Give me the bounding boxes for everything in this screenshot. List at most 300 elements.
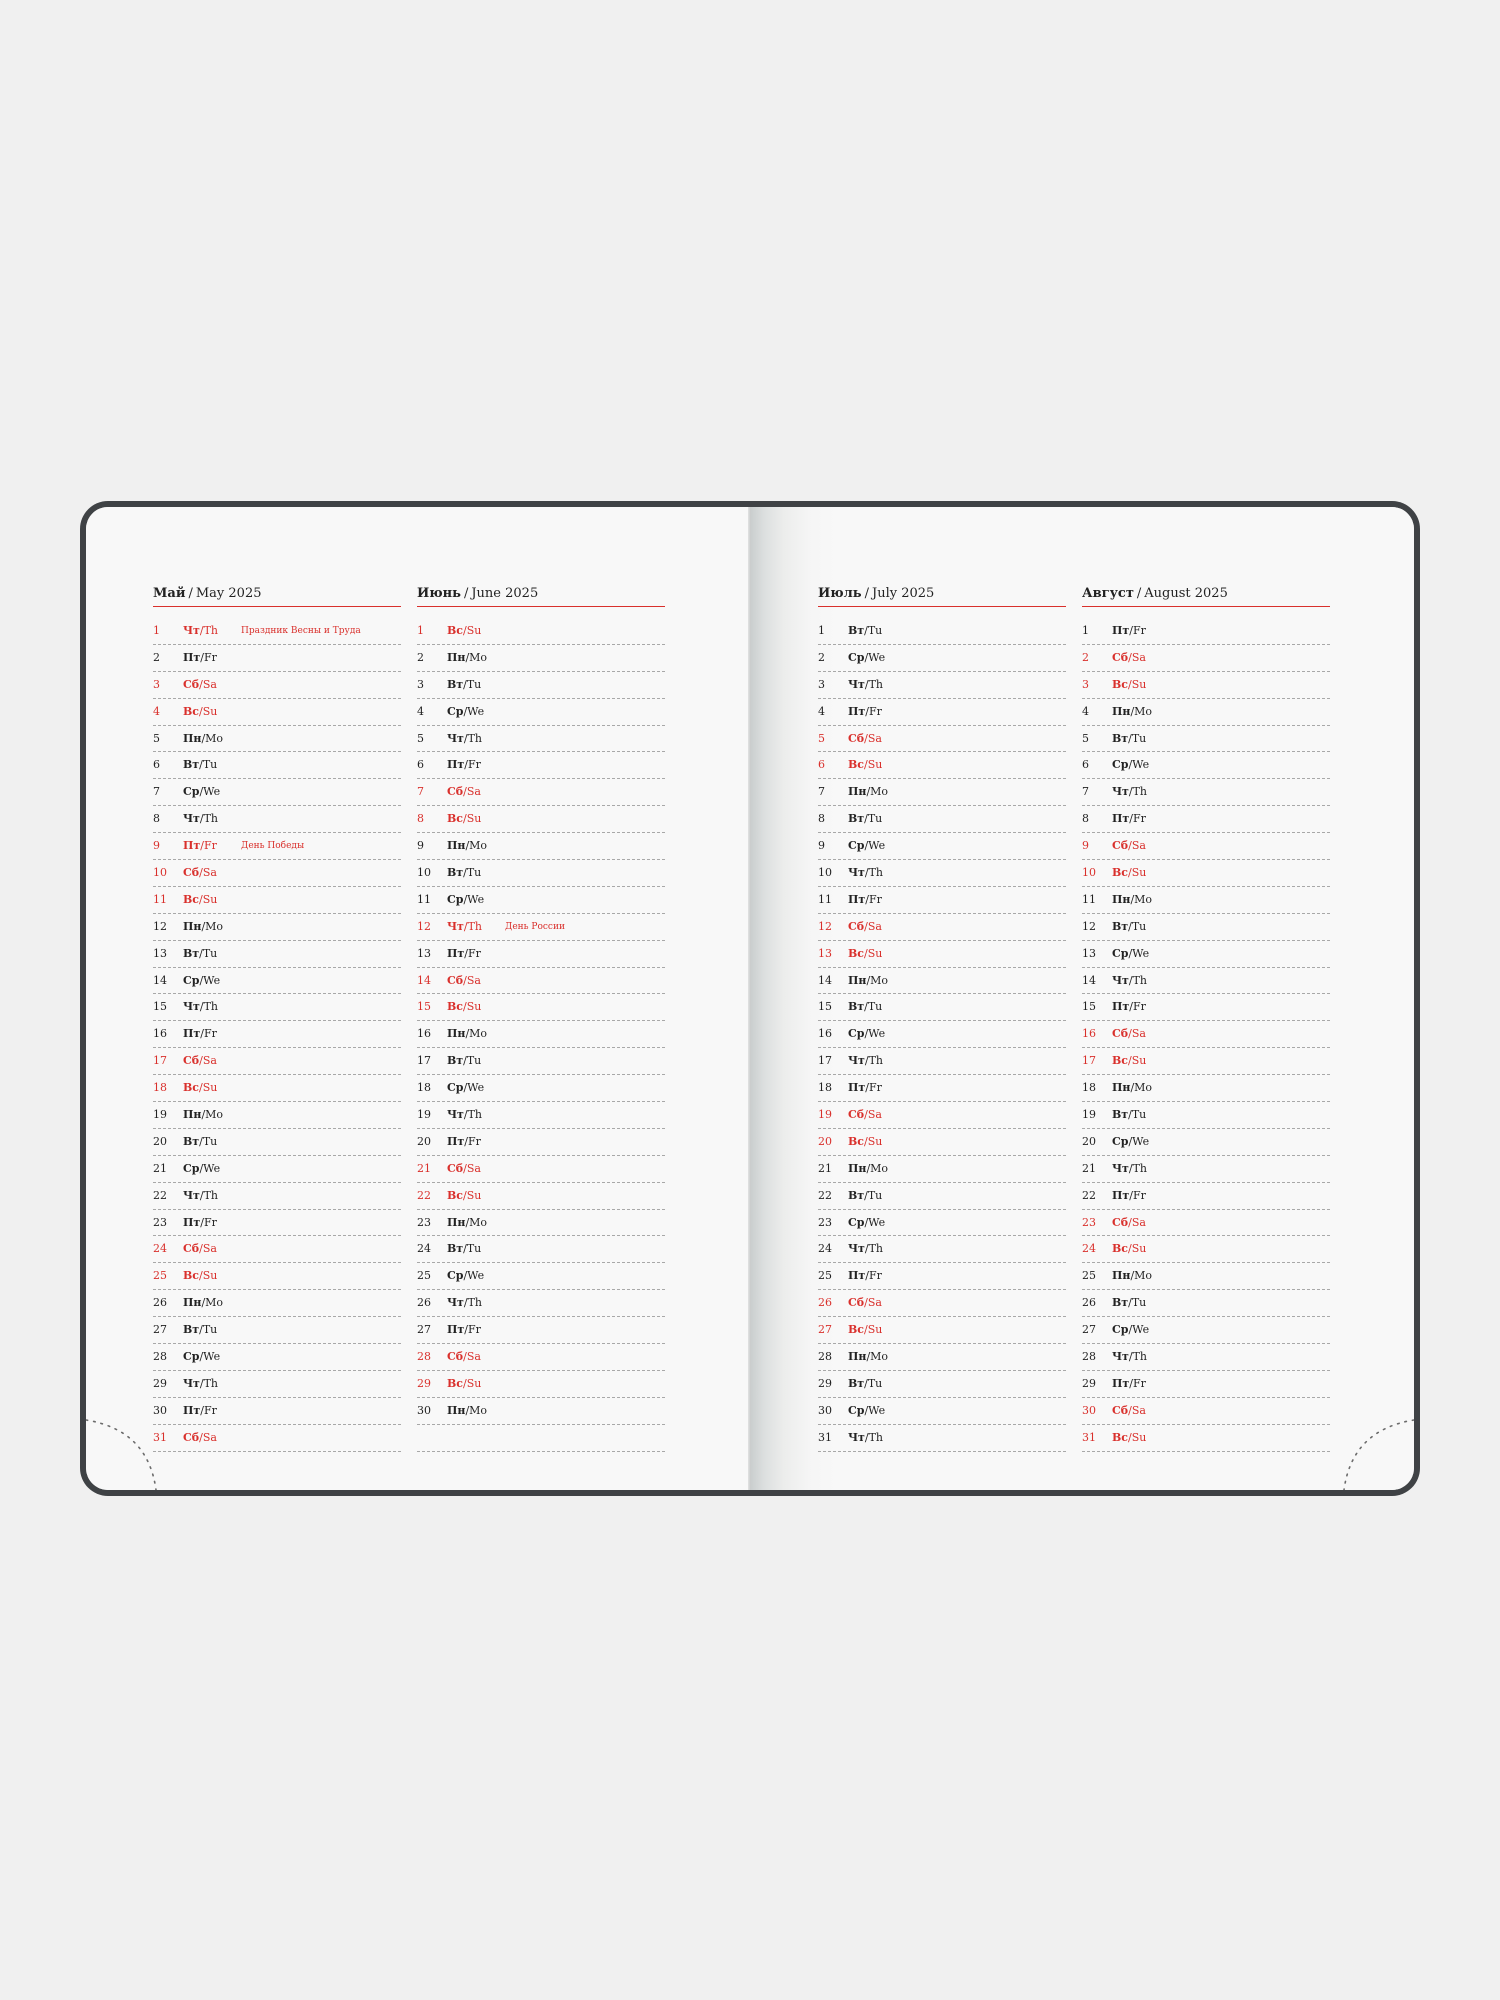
- weekday-ru: Вс: [447, 1188, 463, 1202]
- weekday-ru: Вс: [1112, 677, 1128, 691]
- day-row: [153, 887, 401, 914]
- weekday: [447, 893, 484, 907]
- holiday-label: День России: [505, 921, 565, 932]
- weekday-separator: /: [199, 758, 203, 772]
- weekday-en: Th: [868, 1242, 884, 1256]
- day-number: 12: [153, 919, 167, 933]
- day-number: 18: [153, 1081, 167, 1095]
- weekday-separator: /: [463, 624, 467, 637]
- month-name-separator: /: [463, 586, 469, 601]
- weekday-en: Su: [867, 1323, 883, 1337]
- day-number: 16: [818, 1027, 832, 1041]
- weekday-en: Sa: [867, 919, 882, 933]
- day-number: 2: [417, 650, 424, 664]
- weekday-en: Tu: [867, 1188, 883, 1202]
- weekday-separator: /: [1128, 1161, 1133, 1175]
- weekday-en: Mo: [469, 1027, 488, 1041]
- weekday-en: Fr: [1132, 624, 1146, 637]
- day-number: 29: [1082, 1376, 1096, 1390]
- weekday-separator: /: [1129, 1188, 1133, 1202]
- weekday-en: Th: [1132, 1161, 1148, 1175]
- day-number: 17: [153, 1054, 167, 1068]
- month-may: [153, 586, 401, 1452]
- weekday: [848, 758, 882, 772]
- weekday-en: Sa: [867, 731, 882, 745]
- day-number: 29: [417, 1376, 431, 1390]
- weekday-en: Fr: [203, 1027, 217, 1041]
- weekday: [1112, 1323, 1149, 1337]
- month-header: [818, 586, 1066, 607]
- weekday-separator: /: [1128, 946, 1133, 960]
- holiday-label: День Победы: [241, 841, 305, 852]
- day-row: [153, 1290, 401, 1317]
- weekday: [447, 1189, 481, 1203]
- weekday: [183, 893, 217, 907]
- day-row: [1082, 779, 1330, 806]
- weekday-en: Th: [203, 624, 219, 637]
- weekday-ru: Чт: [183, 624, 200, 637]
- weekday-separator: /: [864, 812, 868, 826]
- weekday-ru: Пн: [183, 1296, 202, 1310]
- weekday-ru: Вт: [183, 758, 200, 772]
- weekday-ru: Вс: [848, 946, 864, 960]
- weekday: [1112, 624, 1146, 638]
- day-number: 23: [153, 1215, 167, 1229]
- weekday: [183, 624, 218, 638]
- weekday-en: Th: [467, 731, 483, 745]
- day-number: 15: [153, 1000, 167, 1014]
- weekday: [183, 758, 217, 772]
- day-number: 30: [818, 1403, 832, 1417]
- day-row: [153, 618, 401, 645]
- weekday-en: Fr: [1132, 1000, 1146, 1014]
- weekday: [447, 920, 482, 934]
- weekday-separator: /: [864, 1000, 868, 1014]
- day-row: [153, 994, 401, 1021]
- weekday-en: Mo: [1134, 704, 1153, 718]
- weekday-separator: /: [1128, 973, 1133, 987]
- weekday: [447, 1269, 484, 1283]
- day-row: [153, 779, 401, 806]
- weekday-ru: Ср: [447, 892, 464, 906]
- weekday: [848, 974, 888, 988]
- weekday-ru: Сб: [1112, 1403, 1129, 1417]
- weekday-separator: /: [864, 946, 868, 960]
- weekday: [183, 785, 220, 799]
- weekday-separator: /: [463, 919, 468, 933]
- weekday-ru: Чт: [447, 1108, 464, 1122]
- day-number: 19: [1082, 1108, 1096, 1122]
- weekday-separator: /: [865, 892, 869, 906]
- weekday-separator: /: [864, 1027, 869, 1041]
- weekday-en: Sa: [466, 1161, 481, 1175]
- weekday-ru: Ср: [1112, 1134, 1129, 1148]
- weekday-ru: Вт: [848, 624, 865, 637]
- day-number: 5: [153, 731, 160, 745]
- day-row: [1082, 1425, 1330, 1452]
- weekday: [447, 732, 482, 746]
- weekday-ru: Чт: [183, 1000, 200, 1014]
- day-row: [153, 1263, 401, 1290]
- weekday: [447, 1296, 482, 1310]
- weekday-en: Th: [467, 1108, 483, 1122]
- day-number: 22: [417, 1188, 431, 1202]
- weekday-separator: /: [866, 973, 871, 987]
- day-row: [417, 1102, 665, 1129]
- weekday-ru: Ср: [183, 1350, 200, 1364]
- weekday-en: Tu: [202, 946, 218, 960]
- weekday-separator: /: [199, 946, 203, 960]
- day-number: 30: [153, 1403, 167, 1417]
- weekday-separator: /: [464, 758, 468, 772]
- day-row: [818, 1344, 1066, 1371]
- day-number: 6: [1082, 758, 1089, 772]
- weekday-ru: Пт: [848, 1081, 866, 1095]
- day-number: 21: [818, 1161, 832, 1175]
- day-number: 6: [818, 758, 825, 772]
- day-number: 11: [417, 892, 431, 906]
- weekday-ru: Вс: [1112, 866, 1128, 880]
- weekday: [183, 1216, 217, 1230]
- day-number: 22: [818, 1188, 832, 1202]
- weekday-separator: /: [1130, 892, 1135, 906]
- weekday-en: We: [1132, 1134, 1150, 1148]
- weekday-separator: /: [199, 1269, 203, 1283]
- weekday: [1112, 1377, 1146, 1391]
- day-list: [153, 618, 401, 1452]
- weekday-separator: /: [199, 973, 204, 987]
- weekday-separator: /: [199, 1134, 203, 1148]
- weekday-separator: /: [465, 1215, 470, 1229]
- weekday-en: Tu: [1131, 731, 1147, 745]
- empty-day-row: [417, 1425, 665, 1452]
- weekday-separator: /: [1129, 1376, 1133, 1390]
- weekday-en: Su: [202, 1269, 218, 1283]
- weekday-en: Su: [466, 1376, 482, 1390]
- weekday: [183, 839, 217, 853]
- weekday: [848, 1296, 882, 1310]
- weekday-en: Tu: [202, 758, 218, 772]
- weekday-ru: Сб: [1112, 1215, 1129, 1229]
- day-number: 19: [818, 1108, 832, 1122]
- day-row: [818, 1398, 1066, 1425]
- day-number: 31: [818, 1430, 832, 1444]
- weekday: [447, 678, 481, 692]
- weekday-separator: /: [864, 624, 868, 637]
- weekday-ru: Чт: [1112, 973, 1129, 987]
- weekday-en: Tu: [466, 1054, 482, 1068]
- day-row: [417, 806, 665, 833]
- weekday-separator: /: [463, 866, 467, 880]
- weekday: [183, 1404, 217, 1418]
- day-number: 8: [818, 812, 825, 826]
- weekday: [848, 812, 882, 826]
- day-number: 8: [417, 812, 424, 826]
- weekday-en: Sa: [867, 1296, 882, 1310]
- weekday-separator: /: [201, 1108, 206, 1122]
- weekday-separator: /: [199, 1081, 203, 1095]
- weekday-ru: Пн: [1112, 704, 1131, 718]
- day-number: 20: [1082, 1134, 1096, 1148]
- weekday: [1112, 705, 1152, 719]
- weekday-en: Fr: [467, 946, 481, 960]
- day-row: [417, 1236, 665, 1263]
- day-row: [818, 994, 1066, 1021]
- day-row: [1082, 726, 1330, 753]
- weekday: [183, 1000, 218, 1014]
- weekday-separator: /: [463, 1161, 467, 1175]
- day-row: [417, 1075, 665, 1102]
- day-row: [153, 941, 401, 968]
- day-number: 29: [818, 1376, 832, 1390]
- day-number: 18: [417, 1081, 431, 1095]
- weekday-en: Sa: [1131, 1027, 1146, 1041]
- weekday-ru: Сб: [447, 785, 464, 799]
- weekday-separator: /: [199, 812, 204, 826]
- weekday-en: We: [467, 1081, 485, 1095]
- weekday-separator: /: [1128, 919, 1132, 933]
- weekday: [1112, 1000, 1146, 1014]
- weekday-en: Sa: [202, 1054, 217, 1068]
- weekday-en: Sa: [202, 866, 217, 880]
- weekday-ru: Чт: [183, 812, 200, 826]
- weekday-separator: /: [463, 1376, 467, 1390]
- day-number: 4: [417, 704, 424, 718]
- weekday: [183, 732, 223, 746]
- weekday-separator: /: [199, 892, 203, 906]
- weekday-separator: /: [463, 1350, 467, 1364]
- weekday-ru: Вт: [447, 1242, 464, 1256]
- day-row: [153, 1156, 401, 1183]
- day-list: [417, 618, 665, 1452]
- day-row: [818, 726, 1066, 753]
- weekday-ru: Пн: [183, 919, 202, 933]
- weekday-separator: /: [866, 1350, 871, 1364]
- day-number: 30: [1082, 1403, 1096, 1417]
- weekday-en: Sa: [466, 973, 481, 987]
- weekday-ru: Пт: [447, 758, 465, 772]
- day-row: [818, 1075, 1066, 1102]
- day-row: [153, 1317, 401, 1344]
- weekday-en: Th: [1132, 973, 1148, 987]
- weekday-separator: /: [1128, 1108, 1132, 1122]
- weekday: [848, 678, 883, 692]
- day-row: [818, 860, 1066, 887]
- weekday-en: We: [868, 650, 886, 664]
- weekday-separator: /: [199, 1054, 203, 1068]
- weekday-en: Mo: [870, 1350, 889, 1364]
- weekday-separator: /: [864, 1376, 868, 1390]
- month-june: [417, 586, 665, 1452]
- weekday-separator: /: [463, 785, 467, 799]
- day-number: 16: [417, 1027, 431, 1041]
- day-row: [818, 1371, 1066, 1398]
- weekday-separator: /: [463, 812, 467, 826]
- day-row: [417, 1210, 665, 1237]
- weekday-en: Th: [868, 866, 884, 880]
- day-number: 10: [153, 866, 167, 880]
- month-name-en: August 2025: [1144, 586, 1228, 601]
- weekday-en: Tu: [1131, 1108, 1147, 1122]
- weekday-en: Sa: [202, 677, 217, 691]
- day-row: [153, 1371, 401, 1398]
- weekday-ru: Пн: [447, 1215, 466, 1229]
- planner-pages: [86, 507, 1414, 1490]
- day-number: 12: [417, 919, 431, 933]
- day-row: [153, 806, 401, 833]
- weekday-ru: Ср: [1112, 946, 1129, 960]
- day-row: [818, 1425, 1066, 1452]
- day-row: [153, 1129, 401, 1156]
- weekday-ru: Сб: [1112, 650, 1129, 664]
- weekday-separator: /: [463, 1081, 468, 1095]
- weekday-separator: /: [465, 1403, 470, 1417]
- month-name-en: July 2025: [872, 586, 935, 601]
- weekday-separator: /: [864, 1430, 869, 1444]
- weekday-separator: /: [463, 677, 467, 691]
- weekday-ru: Вт: [447, 677, 464, 691]
- weekday-en: Su: [1131, 1242, 1147, 1256]
- day-list: [1082, 618, 1330, 1452]
- weekday: [848, 1377, 882, 1391]
- day-row: [1082, 1398, 1330, 1425]
- day-number: 16: [153, 1027, 167, 1041]
- weekday-en: Fr: [1132, 812, 1146, 826]
- weekday-separator: /: [200, 839, 204, 853]
- weekday-separator: /: [1128, 1430, 1132, 1444]
- weekday-ru: Сб: [1112, 1027, 1129, 1041]
- day-row: [417, 1398, 665, 1425]
- weekday-separator: /: [866, 785, 871, 799]
- day-row: [1082, 1210, 1330, 1237]
- weekday-en: Th: [868, 1430, 884, 1444]
- day-number: 23: [818, 1215, 832, 1229]
- weekday-en: Mo: [469, 1215, 488, 1229]
- day-row: [153, 860, 401, 887]
- weekday-en: Tu: [202, 1134, 218, 1148]
- weekday-separator: /: [865, 1269, 869, 1283]
- weekday-separator: /: [864, 1054, 869, 1068]
- day-row: [153, 752, 401, 779]
- day-row: [153, 1102, 401, 1129]
- weekday: [848, 732, 882, 746]
- weekday-ru: Пт: [1112, 624, 1130, 637]
- weekday: [447, 1108, 482, 1122]
- weekday: [848, 1081, 882, 1095]
- month-name-separator: /: [188, 586, 193, 601]
- weekday-separator: /: [463, 1108, 468, 1122]
- weekday-en: Fr: [203, 1403, 217, 1417]
- day-row: [818, 1210, 1066, 1237]
- weekday: [1112, 1296, 1146, 1310]
- day-number: 2: [1082, 650, 1089, 664]
- month-name-en: June 2025: [471, 586, 539, 601]
- day-row: [818, 968, 1066, 995]
- weekday: [183, 1296, 223, 1310]
- weekday-en: Tu: [867, 624, 883, 637]
- weekday-ru: Ср: [447, 704, 464, 718]
- weekday-ru: Вс: [1112, 1430, 1128, 1444]
- day-row: [417, 1129, 665, 1156]
- weekday-separator: /: [1130, 704, 1135, 718]
- weekday-ru: Пт: [447, 1134, 465, 1148]
- weekday: [447, 1054, 481, 1068]
- day-number: 7: [417, 785, 424, 799]
- weekday-en: Su: [867, 1134, 883, 1148]
- day-row: [1082, 1236, 1330, 1263]
- weekday: [183, 705, 217, 719]
- day-number: 29: [153, 1376, 167, 1390]
- day-number: 1: [1082, 624, 1089, 637]
- day-number: 5: [417, 731, 424, 745]
- weekday-ru: Сб: [848, 1108, 865, 1122]
- weekday-ru: Чт: [1112, 785, 1129, 799]
- weekday: [183, 1081, 217, 1095]
- weekday-separator: /: [1128, 1323, 1133, 1337]
- weekday-ru: Пн: [1112, 1081, 1131, 1095]
- weekday-en: We: [1132, 946, 1150, 960]
- weekday-ru: Сб: [848, 731, 865, 745]
- weekday-en: Mo: [870, 785, 889, 799]
- weekday-ru: Пт: [848, 1269, 866, 1283]
- day-number: 28: [153, 1350, 167, 1364]
- weekday-separator: /: [201, 919, 206, 933]
- day-row: [417, 618, 665, 645]
- day-row: [1082, 994, 1330, 1021]
- weekday: [1112, 678, 1146, 692]
- weekday: [183, 1269, 217, 1283]
- weekday-ru: Пт: [1112, 1188, 1130, 1202]
- weekday-ru: Чт: [848, 677, 865, 691]
- weekday-ru: Чт: [848, 1054, 865, 1068]
- weekday-separator: /: [1128, 1242, 1132, 1256]
- day-row: [417, 914, 665, 941]
- day-number: 20: [818, 1134, 832, 1148]
- day-row: [1082, 1048, 1330, 1075]
- weekday-en: We: [203, 1350, 221, 1364]
- weekday-en: Su: [867, 758, 883, 772]
- day-number: 23: [1082, 1215, 1096, 1229]
- weekday-ru: Сб: [447, 1161, 464, 1175]
- weekday-ru: Пн: [848, 1161, 867, 1175]
- weekday-ru: Вс: [1112, 1242, 1128, 1256]
- weekday-ru: Вт: [447, 866, 464, 880]
- day-row: [417, 994, 665, 1021]
- weekday-separator: /: [866, 1161, 871, 1175]
- day-number: 13: [417, 946, 431, 960]
- weekday: [183, 1054, 217, 1068]
- weekday-en: Sa: [867, 1108, 882, 1122]
- day-number: 18: [818, 1081, 832, 1095]
- weekday: [447, 1135, 481, 1149]
- day-number: 13: [153, 946, 167, 960]
- weekday: [1112, 839, 1146, 853]
- day-number: 28: [1082, 1350, 1096, 1364]
- weekday-ru: Вс: [183, 704, 199, 718]
- weekday-ru: Вт: [848, 1188, 865, 1202]
- day-row: [818, 1048, 1066, 1075]
- weekday-ru: Чт: [1112, 1161, 1129, 1175]
- month-header: [417, 586, 665, 607]
- weekday-separator: /: [864, 839, 869, 853]
- day-row: [153, 1398, 401, 1425]
- weekday: [183, 920, 223, 934]
- month-name-ru: Июнь: [417, 586, 461, 601]
- day-number: 27: [818, 1323, 832, 1337]
- weekday-ru: Пт: [183, 1027, 201, 1041]
- weekday-separator: /: [199, 1350, 204, 1364]
- weekday-ru: Ср: [848, 839, 865, 853]
